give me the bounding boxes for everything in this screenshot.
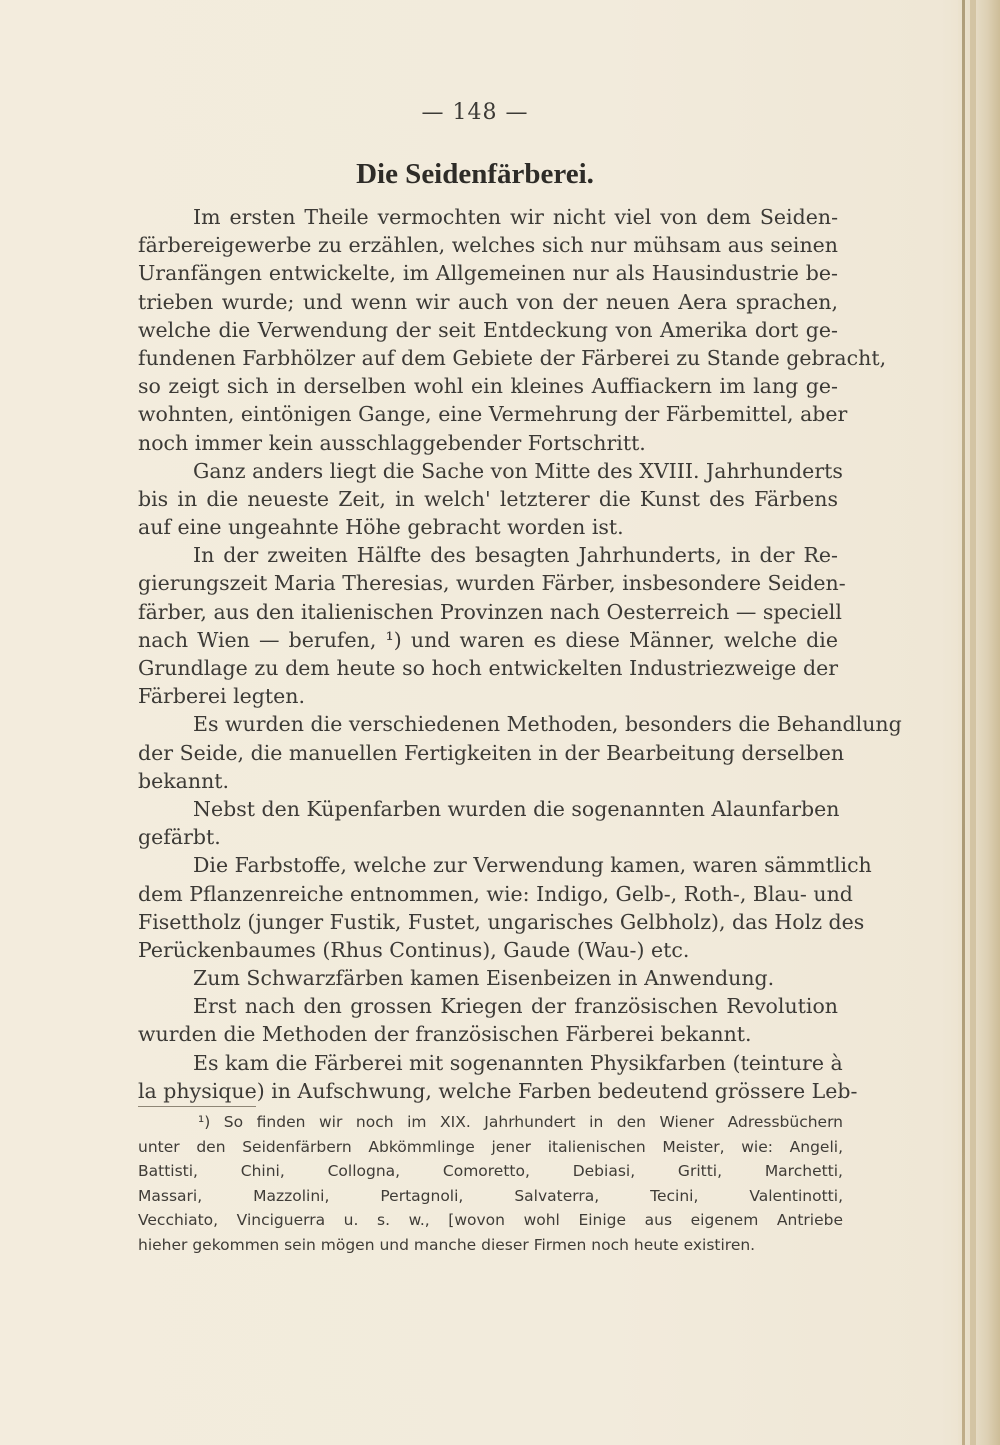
main-text xyxy=(138,203,902,1105)
footnote-divider xyxy=(138,1106,256,1107)
text-line: Es kam die Färberei mit sogenannten Physikfarben (teinture à xyxy=(193,1050,843,1075)
text-line: so zeigt sich in derselben wohl ein kleines Auffiackern im lang ge- xyxy=(138,374,838,399)
text-line: Nebst den Küpenfarben wurden die sogenannten Alaunfarben xyxy=(193,796,840,821)
text-line: Es wurden die verschiedenen Methoden, besonders die Behandlung xyxy=(193,712,902,737)
text-line: fundenen Farbhölzer auf dem Gebiete der Färberei zu Stande gebracht, xyxy=(138,345,887,370)
text-line: Fisettholz (junger Fustik, Fustet, ungarisches Gelbholz), das Holz des xyxy=(138,909,865,934)
text-line: bis in die neueste Zeit, in welch' letzterer die Kunst des Färbens xyxy=(138,486,838,511)
footnote-line: Vecchiato, Vinciguerra u. s. w., [wovon wohl Einige aus eigenem Antriebe xyxy=(138,1211,843,1229)
text-line: trieben wurde; und wenn wir auch von der neuen Aera sprachen, xyxy=(138,289,838,314)
text-line: nach Wien — berufen, ¹) und waren es diese Männer, welche die xyxy=(138,627,838,652)
text-line: In der zweiten Hälfte des besagten Jahrhunderts, in der Re- xyxy=(193,543,838,568)
text-line: la physique) in Aufschwung, welche Farben bedeutend grössere Leb- xyxy=(138,1078,858,1103)
text-line: dem Pflanzenreiche entnommen, wie: Indigo, Gelb-, Roth-, Blau- und xyxy=(138,881,853,906)
text-line: bekannt. xyxy=(138,768,230,793)
text-line: gefärbt. xyxy=(138,825,221,850)
binding-edge-strip xyxy=(970,0,976,1445)
text-line: färber, aus den italienischen Provinzen nach Oesterreich — speciell xyxy=(138,599,842,624)
page-number: — 148 — xyxy=(421,100,529,125)
text-line: färbereigewerbe zu erzählen, welches sich nur mühsam aus seinen xyxy=(138,233,838,258)
text-line: Grundlage zu dem heute so hoch entwickelten Industriezweige der xyxy=(138,656,838,680)
text-line: Erst nach den grossen Kriegen der französischen Revolution xyxy=(193,994,838,1019)
text-line: auf eine ungeahnte Höhe gebracht worden ist. xyxy=(138,515,624,540)
text-line: gierungszeit Maria Theresias, wurden Färber, insbesondere Seiden- xyxy=(138,571,846,596)
text-line: wurden die Methoden der französischen Färberei bekannt. xyxy=(138,1022,752,1047)
text-line: welche die Verwendung der seit Entdeckung von Amerika dort ge- xyxy=(138,317,838,342)
text-line: Uranfängen entwickelte, im Allgemeinen nur als Hausindustrie be- xyxy=(138,261,838,286)
footnote-line: ¹) So finden wir noch im XIX. Jahrhundert in den Wiener Adressbüchern xyxy=(198,1113,843,1131)
text-line: Perückenbaumes (Rhus Continus), Gaude (Wau-) etc. xyxy=(138,937,690,962)
footnote xyxy=(138,1110,843,1257)
text-line: noch immer kein ausschlaggebender Fortschritt. xyxy=(138,430,646,455)
footnote-line: unter den Seidenfärbern Abkömmlinge jener italienischen Meister, wie: Angeli, xyxy=(138,1137,843,1156)
text-line: Färberei legten. xyxy=(138,684,306,709)
text-line: der Seide, die manuellen Fertigkeiten in der Bearbeitung derselben xyxy=(138,740,845,765)
text-line: Ganz anders liegt die Sache von Mitte des XVIII. Jahrhunderts xyxy=(193,458,843,483)
binding-edge-line xyxy=(962,0,965,1445)
text-line: wohnten, eintönigen Gange, eine Vermehrung der Färbemittel, aber xyxy=(138,402,848,427)
footnote-line: Massari, Mazzolini, Pertagnoli, Salvaterra, Tecini, Valentinotti, xyxy=(138,1186,843,1205)
text-line: Im ersten Theile vermochten wir nicht viel von dem Seiden- xyxy=(193,205,838,229)
footnote-line: hieher gekommen sein mögen und manche dieser Firmen noch heute existiren. xyxy=(138,1235,756,1254)
footnote-line: Battisti, Chini, Collogna, Comoretto, Debiasi, Gritti, Marchetti, xyxy=(138,1162,843,1180)
text-line: Die Farbstoffe, welche zur Verwendung kamen, waren sämmtlich xyxy=(193,853,872,878)
page-title: Die Seidenfärberei. xyxy=(356,158,594,190)
text-line: Zum Schwarzfärben kamen Eisenbeizen in Anwendung. xyxy=(193,966,775,991)
